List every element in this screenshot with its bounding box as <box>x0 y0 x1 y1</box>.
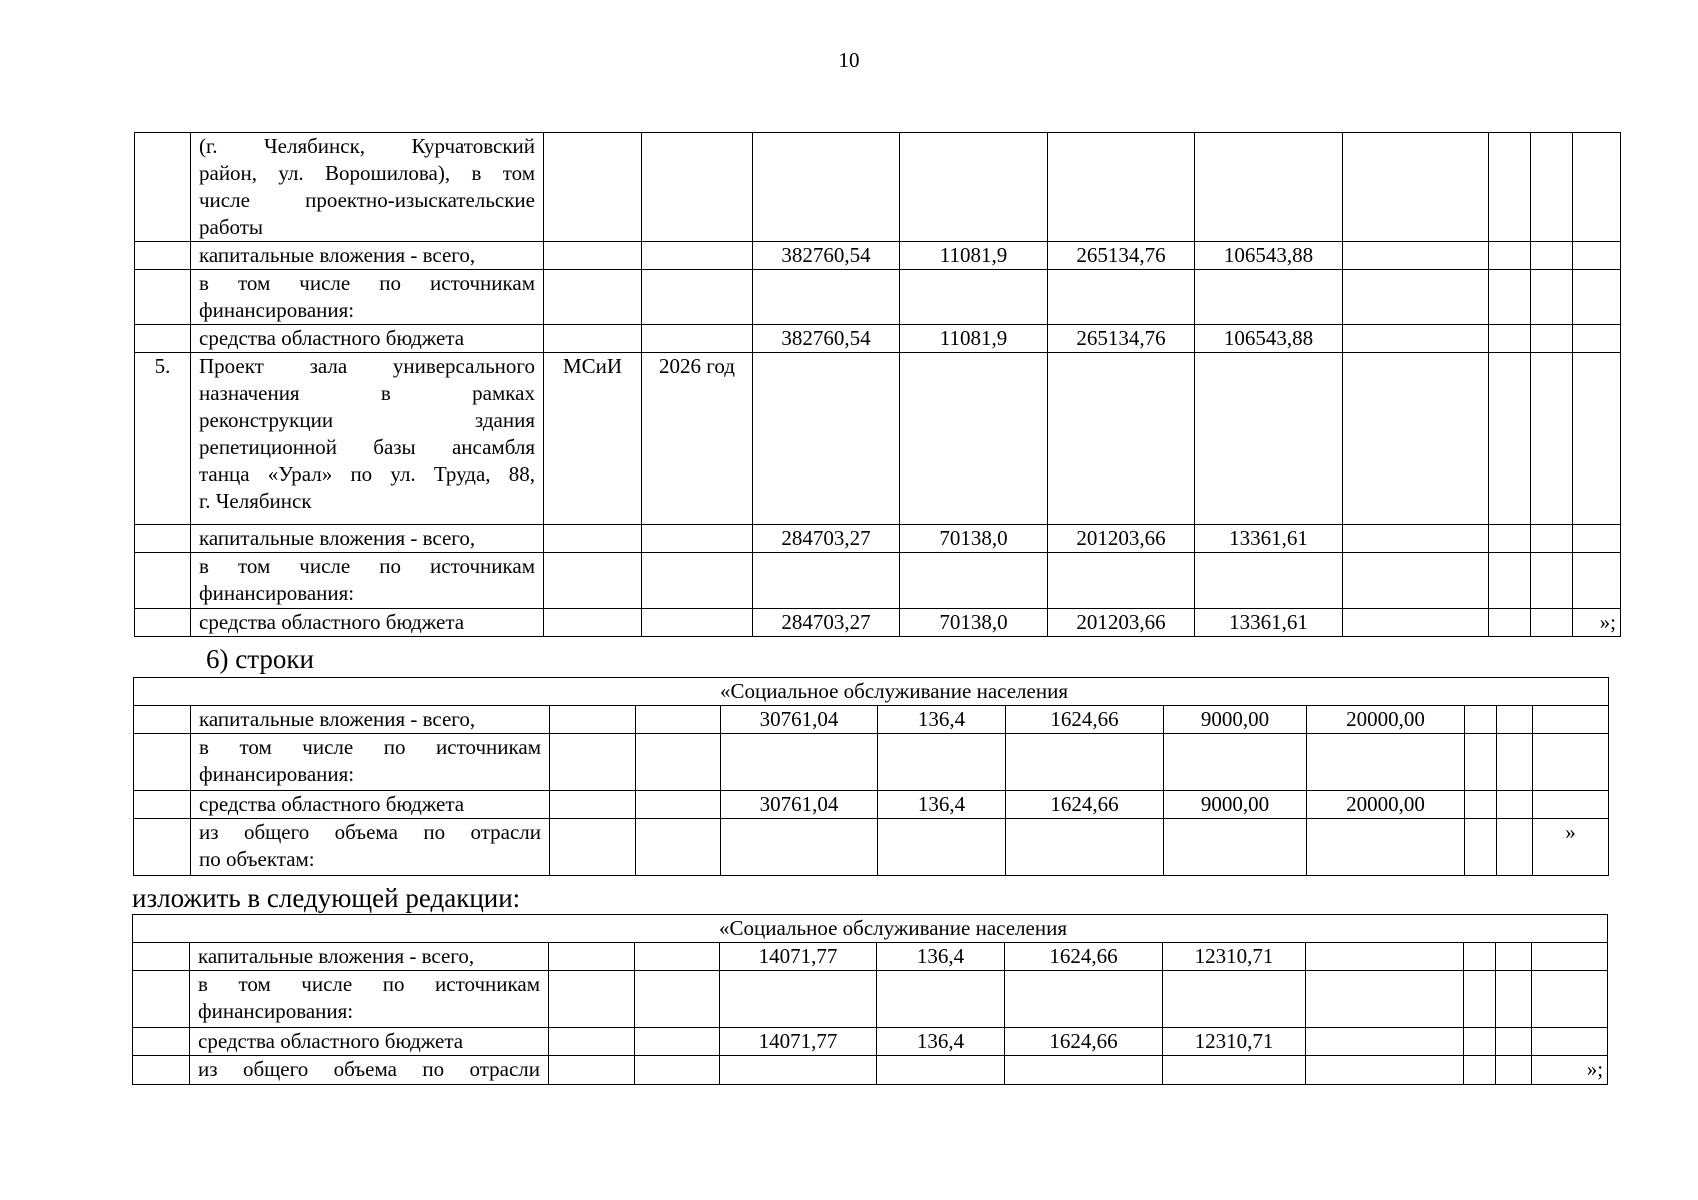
value-cell: 1624,66 <box>1006 791 1164 819</box>
row-label: средства областного бюджета <box>191 609 544 637</box>
year-cell: 2026 год <box>642 353 753 525</box>
value-cell: 1624,66 <box>1006 706 1164 734</box>
row-label: капитальные вложения - всего, <box>191 242 544 270</box>
row-label: в том числе по источникам финансирования: <box>191 734 550 791</box>
row-label: средства областного бюджета <box>191 791 550 819</box>
value-cell: 9000,00 <box>1164 706 1307 734</box>
table-objects-continuation <box>134 132 1621 637</box>
value-cell: 70138,0 <box>900 525 1048 553</box>
row-label: капитальные вложения - всего, <box>191 706 550 734</box>
table-row <box>134 819 1609 876</box>
value-cell: 106543,88 <box>1195 242 1343 270</box>
row-label: в том числе по источникам финансирования: <box>191 270 544 325</box>
value-cell: 12310,71 <box>1163 1028 1306 1056</box>
table-row <box>134 678 1609 706</box>
table-row <box>133 1056 1608 1085</box>
value-cell: 13361,61 <box>1195 525 1343 553</box>
closing-quote: »; <box>1532 1056 1608 1085</box>
value-cell: 136,4 <box>877 943 1005 971</box>
value-cell: 201203,66 <box>1048 525 1195 553</box>
row-label: из общего объема по отрасли <box>190 1056 549 1085</box>
table-row <box>135 353 1621 525</box>
table-row <box>134 734 1609 791</box>
table-row <box>135 325 1621 353</box>
value-cell: 382760,54 <box>753 242 900 270</box>
table-row <box>135 270 1621 325</box>
value-cell: 136,4 <box>878 791 1006 819</box>
value-cell: 20000,00 <box>1307 706 1465 734</box>
table-row <box>134 791 1609 819</box>
section-header: «Социальное обслуживание населения <box>133 915 1608 943</box>
object-name-cell: (г. Челябинск, Курчатовский район, ул. Ворошилова), в том числе проектно-изыскательские работы <box>191 133 544 242</box>
table-row <box>135 242 1621 270</box>
table-row <box>133 915 1608 943</box>
value-cell: 70138,0 <box>900 609 1048 637</box>
value-cell: 284703,27 <box>753 525 900 553</box>
num-cell <box>135 133 191 242</box>
value-cell: 106543,88 <box>1195 325 1343 353</box>
table-row <box>135 525 1621 553</box>
value-cell: 136,4 <box>878 706 1006 734</box>
value-cell: 1624,66 <box>1005 943 1163 971</box>
value-cell: 30761,04 <box>721 791 878 819</box>
value-cell: 14071,77 <box>720 1028 877 1056</box>
row-label: из общего объема по отрасли по объектам: <box>191 819 550 876</box>
table-row <box>135 133 1621 242</box>
value-cell: 201203,66 <box>1048 609 1195 637</box>
value-cell: 11081,9 <box>900 325 1048 353</box>
table-row <box>133 1028 1608 1056</box>
section-heading-b: 6) строки <box>206 644 314 674</box>
value-cell: 265134,76 <box>1048 325 1195 353</box>
value-cell: 14071,77 <box>720 943 877 971</box>
row-label: в том числе по источникам финансирования: <box>191 553 544 609</box>
value-cell: 284703,27 <box>753 609 900 637</box>
row-label: капитальные вложения - всего, <box>191 525 544 553</box>
executor-cell: МСиИ <box>544 353 642 525</box>
value-cell: 9000,00 <box>1164 791 1307 819</box>
value-cell: 13361,61 <box>1195 609 1343 637</box>
row-label: капитальные вложения - всего, <box>190 943 549 971</box>
section-heading-c: изложить в следующей редакции: <box>132 883 521 913</box>
table-row <box>134 706 1609 734</box>
value-cell: 382760,54 <box>753 325 900 353</box>
row-label: в том числе по источникам финансирования: <box>190 971 549 1028</box>
value-cell: 136,4 <box>877 1028 1005 1056</box>
table-row <box>133 971 1608 1028</box>
value-cell: 265134,76 <box>1048 242 1195 270</box>
value-cell: 20000,00 <box>1307 791 1465 819</box>
row-label: средства областного бюджета <box>190 1028 549 1056</box>
row-number: 5. <box>135 353 191 525</box>
value-cell: 1624,66 <box>1005 1028 1163 1056</box>
row-label: средства областного бюджета <box>191 325 544 353</box>
section-header: «Социальное обслуживание населения <box>134 678 1609 706</box>
value-cell: 11081,9 <box>900 242 1048 270</box>
table-row <box>135 609 1621 637</box>
value-cell: 12310,71 <box>1163 943 1306 971</box>
page-number: 10 <box>838 48 860 72</box>
table-social-service-old <box>133 677 1609 876</box>
closing-quote: »; <box>1573 609 1621 637</box>
table-row <box>133 943 1608 971</box>
table-social-service-new <box>132 914 1608 1085</box>
closing-quote: » <box>1533 819 1609 876</box>
object-name-cell: Проект зала универсального назначения в рамках реконструкции здания репетиционной базы ансамбля танца «Урал» по ул. Труда, 88, г. Челябинск <box>191 353 544 525</box>
value-cell: 30761,04 <box>721 706 878 734</box>
table-row <box>135 553 1621 609</box>
